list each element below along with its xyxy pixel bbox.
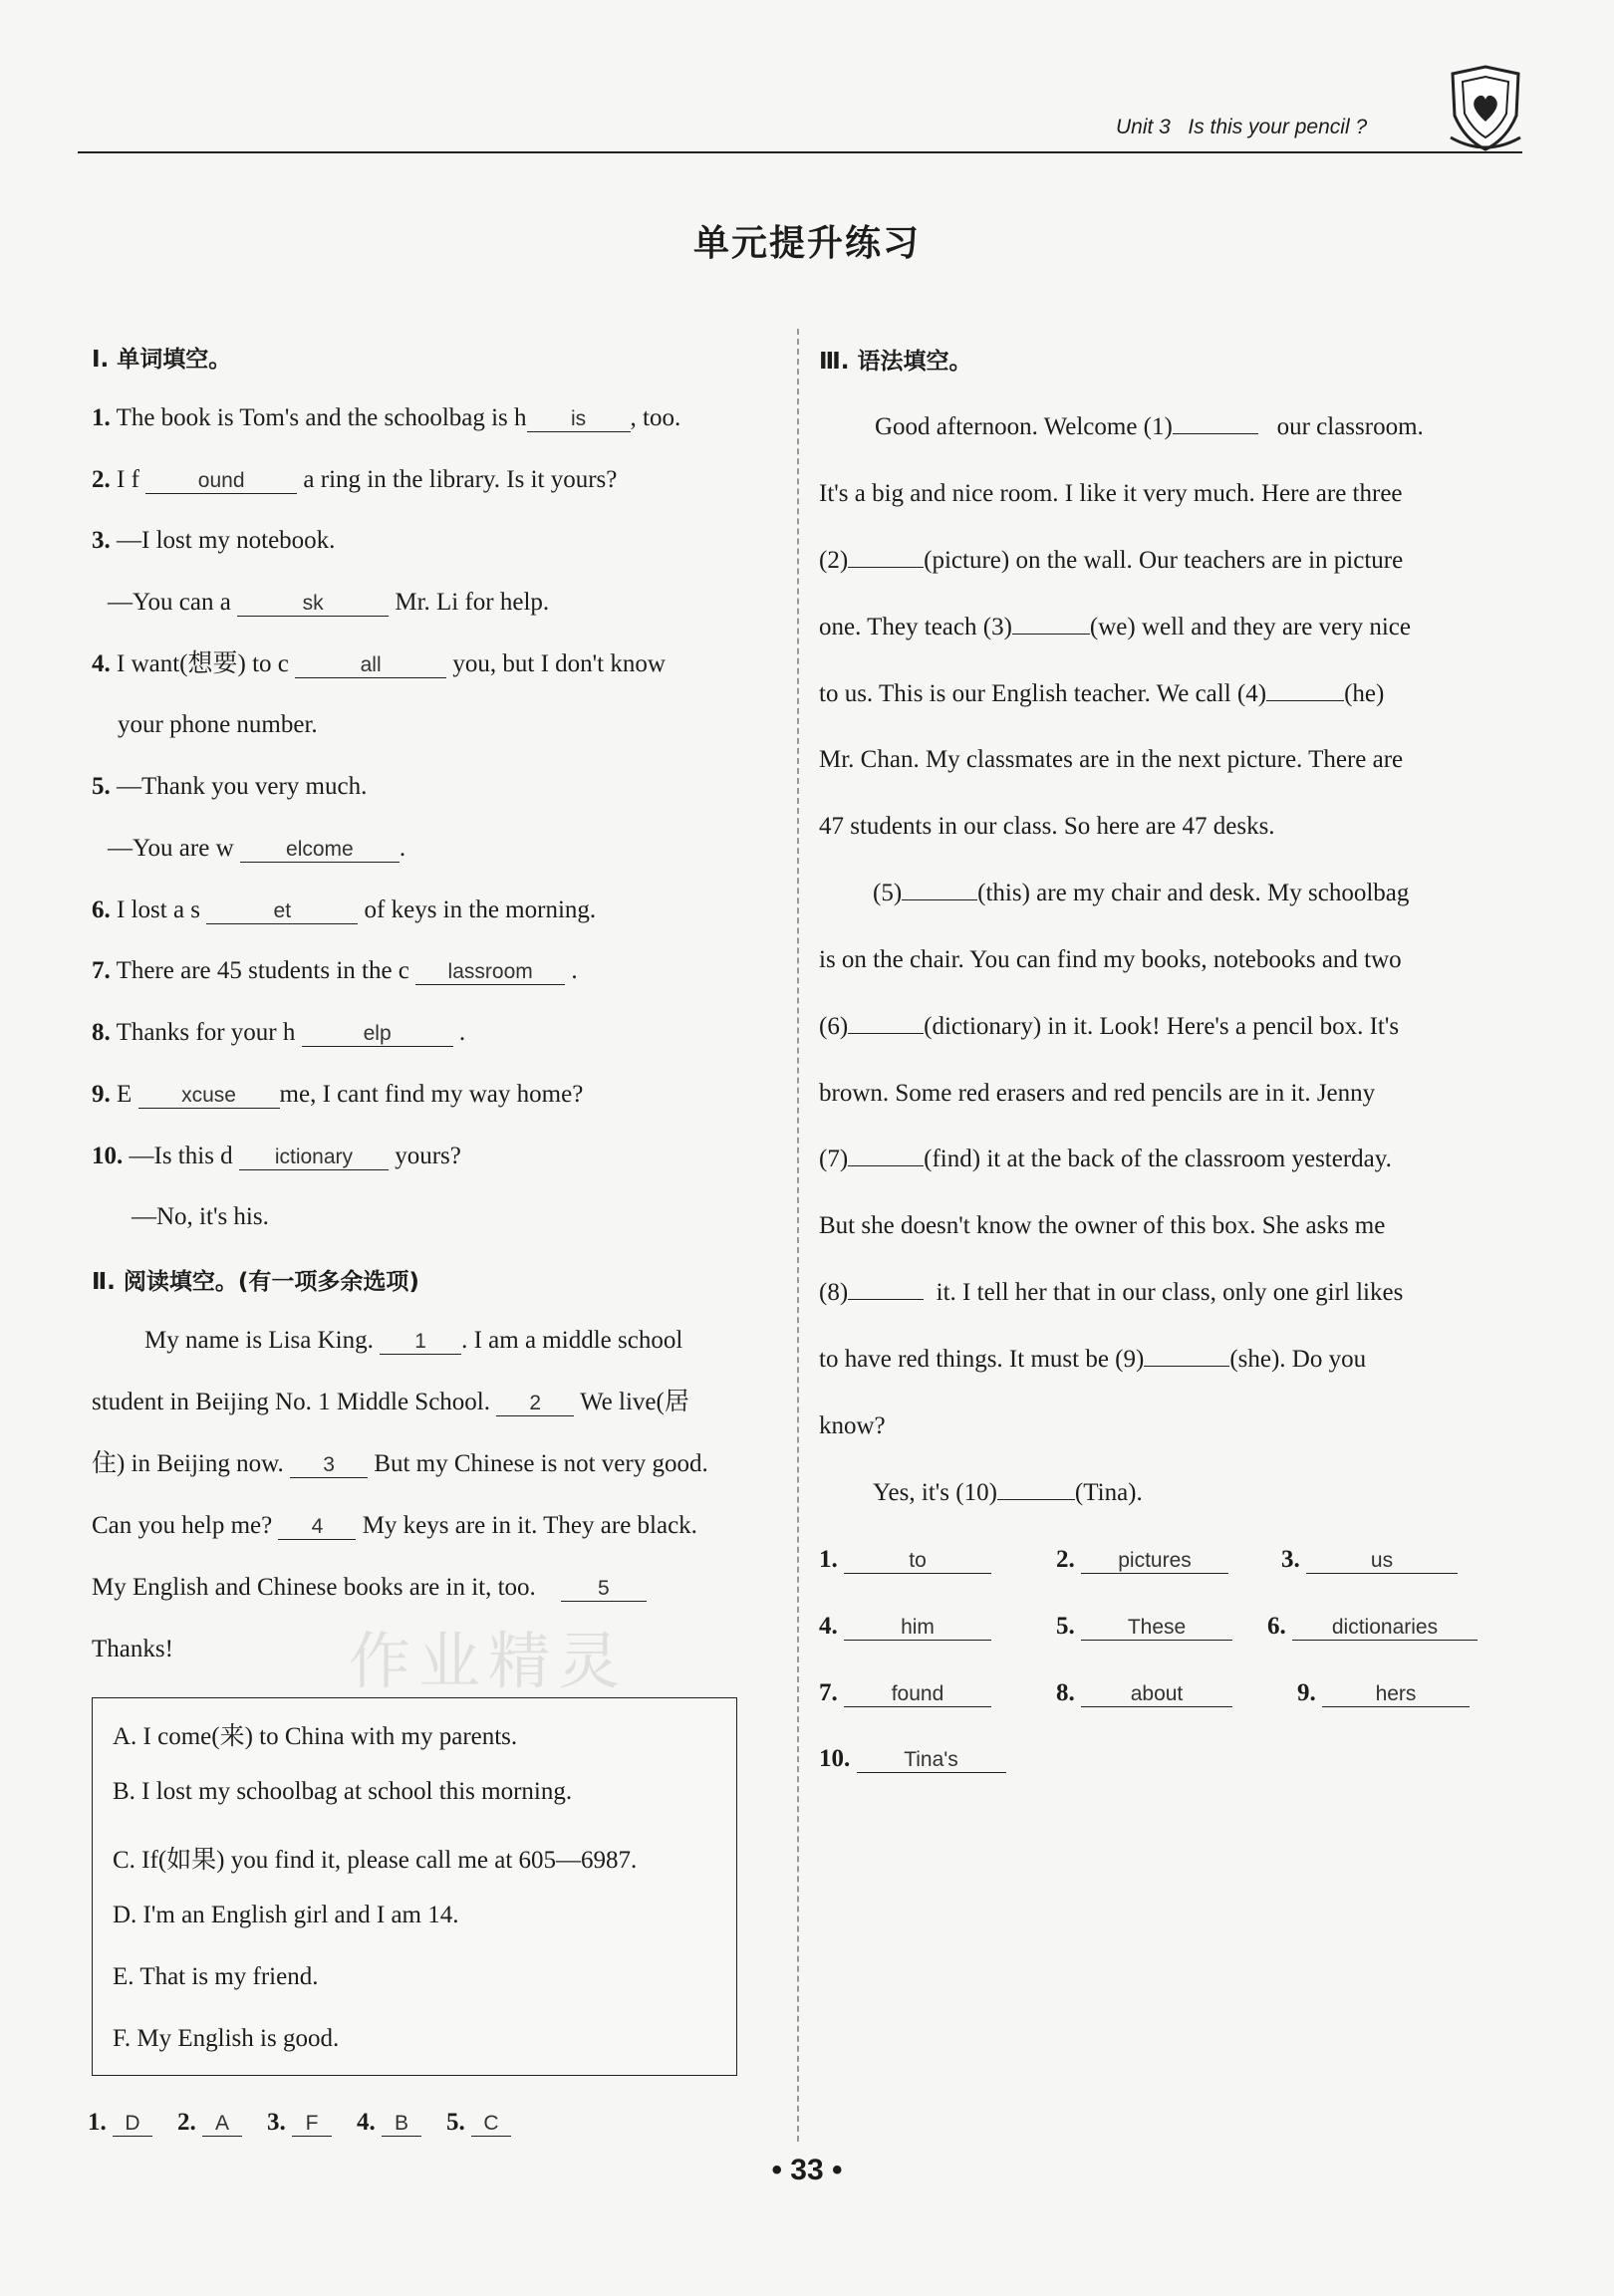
part2-answers: 1. D 2. A 3. F 4. B 5. C (88, 2108, 511, 2138)
part3-answer: 5. These (1056, 1612, 1232, 1642)
answer-blank (1144, 1346, 1229, 1367)
answer-blank: C (471, 2112, 511, 2137)
passage-line: Good afternoon. Welcome (1) our classroom. (875, 413, 1424, 440)
shield-logo-icon (1445, 64, 1526, 153)
passage-line: (6) (dictionary) in it. Look! Here's a pencil box. It's (819, 1013, 1400, 1040)
answer-blank: Tina's (857, 1748, 1006, 1773)
part1-item: —You can a sk Mr. Li for help. (108, 589, 550, 616)
passage-line: to us. This is our English teacher. We call (4) (he) (819, 680, 1385, 707)
part3-answer: 10. Tina's (819, 1744, 1006, 1774)
part1-item: 7. There are 45 students in the c lassroom . (92, 957, 578, 984)
answer-blank (848, 1279, 924, 1300)
passage-line: Can you help me? 4 My keys are in it. They are black. (92, 1512, 697, 1539)
answer-blank: us (1306, 1549, 1458, 1574)
answer-blank: dictionaries (1292, 1616, 1478, 1641)
answer-blank: 1 (380, 1330, 461, 1355)
answer-blank: 3 (290, 1453, 368, 1478)
page-number: • 33 • (771, 2154, 843, 2186)
part3-answer: 2. pictures (1056, 1545, 1228, 1575)
passage-line: one. They teach (3) (we) well and they are very nice (819, 614, 1411, 640)
answer-blank: elp (302, 1022, 453, 1047)
answer-blank: 2 (496, 1392, 574, 1416)
part1-item: 1. The book is Tom's and the schoolbag is h is , too. (92, 404, 681, 431)
column-divider (797, 329, 799, 2142)
part1-item: 10. —Is this d ictionary yours? (92, 1143, 461, 1169)
part1-item: 5. —Thank you very much. (92, 773, 368, 800)
passage-line: (7) (find) it at the back of the classroom yesterday. (819, 1146, 1392, 1172)
answer-blank: ound (145, 469, 297, 494)
answer-blank (1266, 680, 1344, 701)
answer-blank: et (206, 899, 358, 924)
answer-blank: hers (1322, 1682, 1470, 1707)
passage-line: brown. Some red erasers and red pencils are in it. Jenny (819, 1080, 1376, 1107)
part3-answer: 1. to (819, 1545, 991, 1575)
passage-line: 住) in Beijing now. 3 But my Chinese is not very good. (92, 1450, 708, 1477)
answer-blank (1173, 413, 1258, 434)
answer-blank: ictionary (239, 1146, 389, 1170)
option-item: B. I lost my schoolbag at school this morning. (113, 1778, 573, 1805)
part1-item: 2. I f ound a ring in the library. Is it yours? (92, 466, 618, 493)
part2-heading: Ⅱ. 阅读填空。(有一项多余选项) (92, 1269, 419, 1295)
part3-answer: 6. dictionaries (1267, 1612, 1478, 1642)
option-item: A. I come(来) to China with my parents. (113, 1723, 518, 1750)
part3-answer: 9. hers (1297, 1678, 1470, 1708)
answer-blank: all (295, 653, 446, 678)
passage-line: But she doesn't know the owner of this box. She asks me (819, 1212, 1386, 1239)
passage-line: to have red things. It must be (9) (she). Do you (819, 1346, 1367, 1373)
answer-blank: him (844, 1616, 991, 1641)
part1-item: 3. —I lost my notebook. (92, 527, 336, 554)
passage-line: Yes, it's (10) (Tina). (873, 1479, 1143, 1506)
passage-line: student in Beijing No. 1 Middle School. 2 We live(居 (92, 1389, 689, 1415)
answer-blank: pictures (1081, 1549, 1228, 1574)
part3-heading: Ⅲ. 语法填空。 (819, 349, 972, 375)
passage-line: Mr. Chan. My classmates are in the next picture. There are (819, 746, 1404, 773)
passage-line: (5) (this) are my chair and desk. My schoolbag (873, 880, 1410, 906)
answer-blank: sk (237, 592, 389, 617)
part1-item: your phone number. (118, 711, 318, 738)
answer-blank: B (382, 2112, 421, 2137)
answer-blank: to (844, 1549, 991, 1574)
answer-blank (902, 880, 977, 900)
answer-blank: These (1081, 1616, 1232, 1641)
option-item: E. That is my friend. (113, 1963, 319, 1990)
answer-blank: found (844, 1682, 991, 1707)
answer-blank: D (113, 2112, 152, 2137)
options-box (92, 1697, 737, 2076)
answer-blank (997, 1479, 1075, 1500)
answer-blank: lassroom (415, 960, 565, 985)
answer-blank: is (527, 407, 631, 432)
running-header: Unit 3 Is this your pencil ? (1116, 116, 1368, 138)
option-item: F. My English is good. (113, 2025, 340, 2052)
part1-item: 4. I want(想要) to c all you, but I don't know (92, 650, 666, 677)
part3-answer: 3. us (1281, 1545, 1458, 1575)
passage-line: (8) it. I tell her that in our class, only one girl likes (819, 1279, 1404, 1306)
answer-blank: elcome (240, 838, 400, 863)
passage-line: 47 students in our class. So here are 47 desks. (819, 813, 1275, 840)
option-item: D. I'm an English girl and I am 14. (113, 1902, 459, 1928)
part1-heading: Ⅰ. 单词填空。 (92, 347, 232, 373)
answer-blank: xcuse (138, 1084, 280, 1109)
part1-item: —You are w elcome . (108, 835, 406, 862)
answer-blank (848, 547, 924, 568)
answer-blank: F (292, 2112, 332, 2137)
watermark: 作业精灵 (349, 1625, 629, 1697)
part3-answer: 4. him (819, 1612, 991, 1642)
answer-blank (848, 1146, 924, 1166)
passage-line: (2) (picture) on the wall. Our teachers are in picture (819, 547, 1404, 574)
part1-item: 6. I lost a s et of keys in the morning. (92, 896, 597, 923)
passage-line: My English and Chinese books are in it, too. 5 (92, 1573, 647, 1603)
part3-answer: 7. found (819, 1678, 991, 1708)
page-title: 单元提升练习 (692, 223, 921, 264)
answer-blank: 5 (561, 1577, 647, 1602)
answer-blank: A (202, 2112, 242, 2137)
answer-blank: 4 (278, 1515, 356, 1540)
option-item: C. If(如果) you find it, please call me at 605—6987. (113, 1847, 638, 1874)
answer-blank (1012, 614, 1090, 635)
part1-item: 8. Thanks for your h elp . (92, 1019, 466, 1046)
part1-item: —No, it's his. (132, 1203, 269, 1230)
part1-item: 9. E xcuse me, I cant find my way home? (92, 1081, 584, 1108)
passage-line: is on the chair. You can find my books, notebooks and two (819, 946, 1402, 973)
passage-line: My name is Lisa King. 1 . I am a middle school (144, 1327, 683, 1354)
part3-answer: 8. about (1056, 1678, 1232, 1708)
answer-blank (848, 1013, 924, 1034)
answer-blank: about (1081, 1682, 1232, 1707)
passage-line: know? (819, 1412, 886, 1439)
passage-line: Thanks! (92, 1636, 173, 1662)
passage-line: It's a big and nice room. I like it very much. Here are three (819, 480, 1403, 507)
header-rule (78, 151, 1522, 153)
